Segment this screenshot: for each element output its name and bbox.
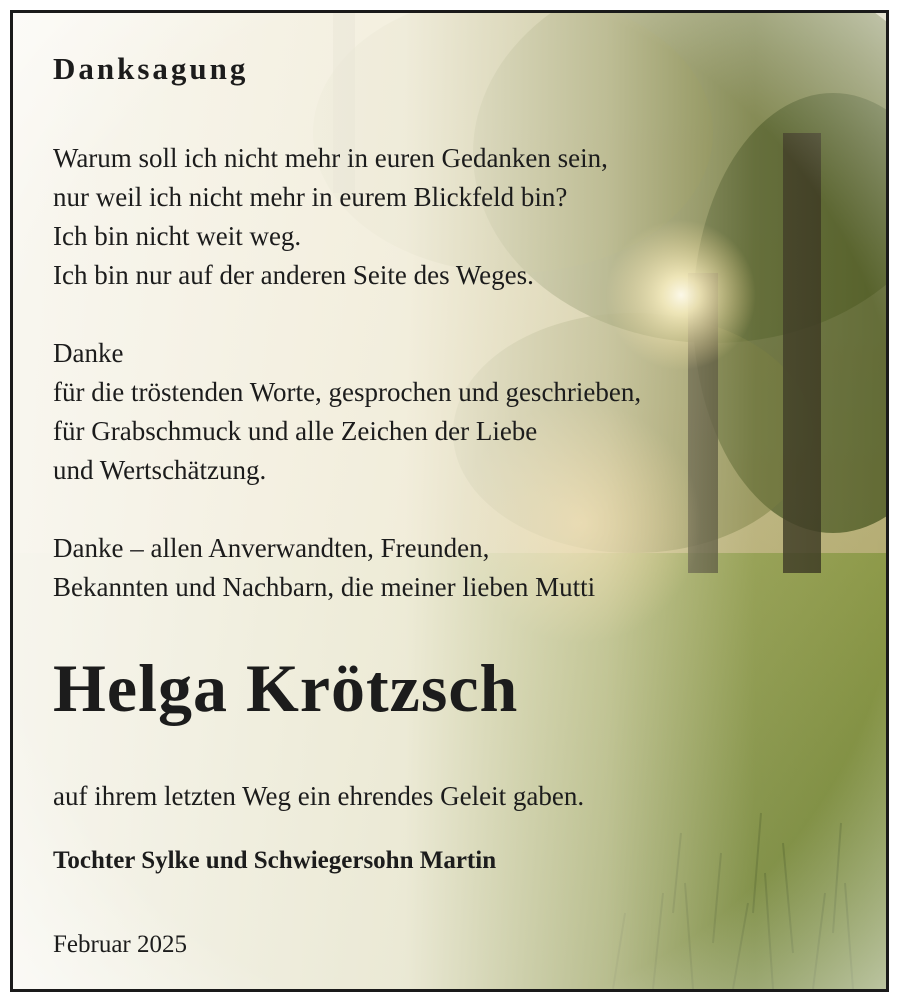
notice-frame (10, 10, 889, 992)
notice-date: Februar 2025 (53, 931, 187, 958)
closing-line: auf ihrem letzten Weg ein ehrendes Geleit gaben. (53, 781, 585, 811)
thanks-paragraph-2 (53, 529, 595, 607)
thanks-line: für die tröstenden Worte, gesprochen und geschrieben, (53, 377, 642, 407)
thanks-line: Danke – allen Anverwandten, Freunden, (53, 533, 490, 563)
thanks-line: Bekannten und Nachbarn, die meiner lieben Mutti (53, 572, 596, 602)
notice-heading: Danksagung (53, 51, 249, 86)
poem-line: nur weil ich nicht mehr in eurem Blickfeld bin? (53, 182, 568, 212)
poem-line: Ich bin nicht weit weg. (53, 221, 302, 251)
signature: Tochter Sylke und Schwiegersohn Martin (53, 847, 497, 874)
thanks-line: für Grabschmuck und alle Zeichen der Liebe (53, 416, 538, 446)
poem-line: Ich bin nur auf der anderen Seite des Weges. (53, 260, 534, 290)
thanks-line: Danke (53, 338, 124, 368)
thanks-line: und Wertschätzung. (53, 455, 267, 485)
deceased-name: Helga Krötzsch (53, 650, 519, 726)
thanks-paragraph-1 (53, 334, 641, 490)
poem-paragraph (53, 139, 608, 295)
poem-line: Warum soll ich nicht mehr in euren Gedanken sein, (53, 143, 608, 173)
